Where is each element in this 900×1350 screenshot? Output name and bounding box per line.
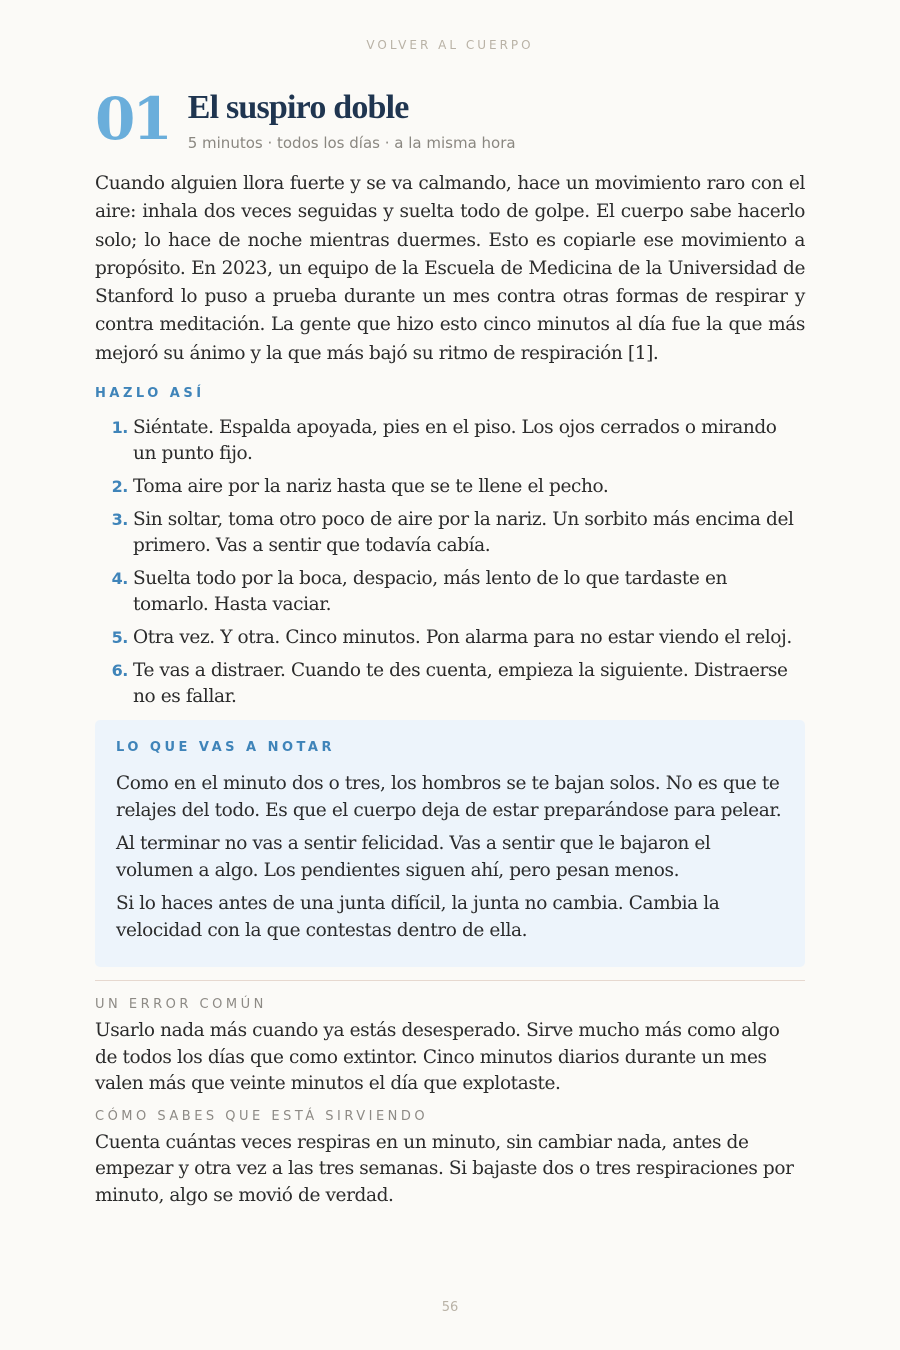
step-number: 4. [111, 569, 128, 589]
list-item [95, 625, 805, 651]
is-working-text: Cuenta cuántas veces respiras en un minuto, sin cambiar nada, antes de empezar y otra vez a las tres semanas. Si bajaste dos o tres respiraciones por minuto, algo se movió de verdad. [95, 1131, 794, 1206]
list-item [95, 566, 805, 618]
notice-paragraph: Al terminar no vas a sentir felicidad. Vas a sentir que le bajaron el volumen a algo. Los pendientes siguen ahí, pero pesan menos. [116, 833, 711, 881]
page-content [95, 85, 805, 1209]
step-text: Siéntate. Espalda apoyada, pies en el piso. Los ojos cerrados o mirando un punto fijo. [133, 417, 777, 465]
intro-paragraph: Cuando alguien llora fuerte y se va calmando, hace un movimiento raro con el aire: inhala dos veces seguidas y suelta todo de golpe. El cuerpo sabe hacerlo solo; lo hace de noche mientras duermes. Esto es copiarle ese movimiento a propósito. En 2023, un equipo de la Escuela de Medicina de la Universidad de Stanford lo puso a prueba durante un mes contra otras formas de respirar y contra meditación. La gente que hizo esto cinco minutos al día fue la que más mejoró su ánimo y la que más bajó su ritmo de respiración [1]. [95, 173, 805, 364]
step-text: Toma aire por la nariz hasta que se te llene el pecho. [133, 476, 609, 498]
notice-paragraph: Si lo haces antes de una junta difícil, la junta no cambia. Cambia la velocidad con la que contestas dentro de ella. [116, 893, 720, 941]
notice-label: LO QUE VAS A NOTAR [116, 740, 335, 756]
common-error-text: Usarlo nada más cuando ya estás desesperado. Sirve mucho más como algo de todos los días que como extintor. Cinco minutos diarios durante un mes valen más que veinte minutos el día que explotaste. [95, 1020, 780, 1095]
list-item [95, 415, 805, 467]
how-to-label: HAZLO ASÍ [95, 386, 205, 402]
chapter-title-block [188, 88, 516, 152]
chapter-heading [95, 85, 805, 153]
list-item [95, 658, 805, 710]
chapter-subtitle: 5 minutos · todos los días · a la misma hora [187, 134, 516, 152]
step-text: Sin soltar, toma otro poco de aire por la nariz. Un sorbito más encima del primero. Vas a sentir que todavía cabía. [133, 509, 794, 557]
chapter-number: 01 [95, 85, 170, 153]
is-working-label: CÓMO SABES QUE ESTÁ SIRVIENDO [95, 1108, 429, 1124]
running-head: VOLVER AL CUERPO [366, 38, 534, 52]
step-number: 6. [111, 661, 128, 681]
step-number: 2. [111, 477, 128, 497]
section-divider [95, 980, 805, 981]
page-number: 56 [441, 1300, 459, 1315]
notice-paragraph: Como en el minuto dos o tres, los hombros se te bajan solos. No es que te relajes del todo. Es que el cuerpo deja de estar preparándose para pelear. [116, 773, 782, 821]
notice-box [95, 720, 805, 967]
step-number: 3. [111, 510, 128, 530]
step-number: 5. [111, 628, 128, 648]
list-item [95, 474, 805, 500]
step-text: Suelta todo por la boca, despacio, más lento de lo que tardaste en tomarlo. Hasta vaciar. [133, 568, 728, 616]
step-number: 1. [111, 418, 128, 438]
common-error-label: UN ERROR COMÚN [95, 997, 267, 1013]
step-text: Otra vez. Y otra. Cinco minutos. Pon alarma para no estar viendo el reloj. [133, 627, 792, 649]
chapter-title: El suspiro doble [187, 89, 409, 126]
steps-list [95, 415, 805, 710]
step-text: Te vas a distraer. Cuando te des cuenta, empieza la siguiente. Distraerse no es fallar. [133, 660, 788, 708]
list-item [95, 507, 805, 559]
